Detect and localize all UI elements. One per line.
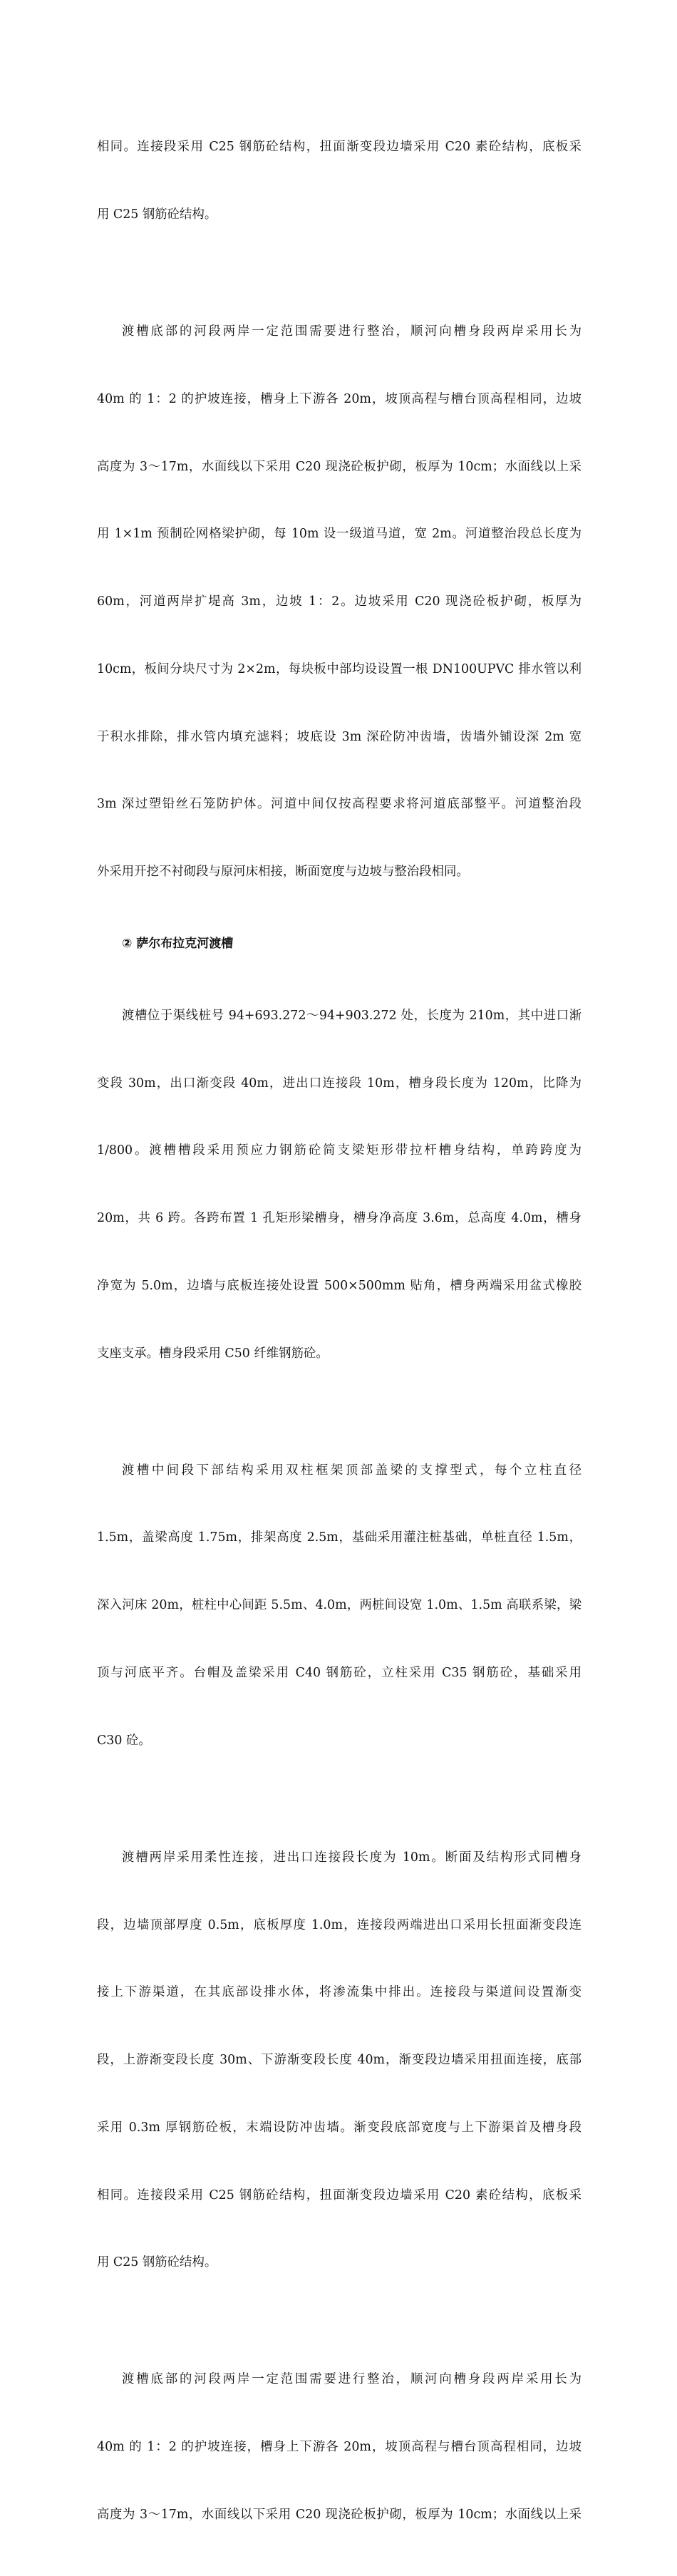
text-line: 用 C25 钢筋砼结构。: [97, 207, 217, 222]
text-line: 用 1×1m 预制砼网格梁护砌，每 10m 设一级道马道，宽 2m。河道整治段总长度为: [97, 527, 582, 542]
text-line: 相同。连接段采用 C25 钢筋砼结构，扭面渐变段边墙采用 C20 素砼结构，底板采: [97, 2188, 582, 2203]
text-line: 高度为 3～17m，水面线以下采用 C20 现浇砼板护砌，板厚为 10cm；水面线以上采: [97, 459, 582, 474]
text-line: 渡槽底部的河段两岸一定范围需要进行整治，顺河向槽身段两岸采用长为: [122, 324, 582, 339]
text-line: 支座支承。槽身段采用 C50 纤维钢筋砼。: [97, 1346, 329, 1361]
text-line: 外采用开挖不衬砌段与原河床相接，断面宽度与边坡与整治段相同。: [97, 865, 469, 880]
text-line: 段，边墙顶部厚度 0.5m，底板厚度 1.0m，连接段两端进出口采用长扭面渐变段连: [97, 1917, 582, 1932]
text-line: 采用 0.3m 厚钢筋砼板，末端设防冲齿墙。渐变段底部宽度与上下游渠首及槽身段: [97, 2120, 582, 2135]
paragraph-6: [97, 2324, 582, 2572]
text-line: 段，上游渐变段长度 30m、下游渐变段长度 40m，渐变段边墙采用扭面连接，底部: [97, 2053, 582, 2068]
text-line: 渡槽中间段下部结构采用双柱框架顶部盖梁的支撑型式，每个立柱直径: [122, 1463, 582, 1478]
text-line: 1/800。渡槽槽段采用预应力钢筋砼简支梁矩形带拉杆槽身结构，单跨跨度为: [97, 1143, 582, 1158]
paragraph-1: [97, 91, 582, 272]
text-line: 深入河床 20m，桩柱中心间距 5.5m、4.0m，两桩间设宽 1.0m、1.5m 高联系梁，梁: [97, 1598, 582, 1613]
text-line: 净宽为 5.0m，边墙与底板连接处设置 500×500mm 贴角，槽身两端采用盆式橡胶: [97, 1278, 582, 1293]
text-line: 接上下游渠道，在其底部设排水体，将渗流集中排出。连接段与渠道间设置渐变: [97, 1985, 582, 2000]
text-line: 渡槽两岸采用柔性连接，进出口连接段长度为 10m。断面及结构形式同槽身: [122, 1850, 582, 1865]
text-line: 顶与河底平齐。台帽及盖梁采用 C40 钢筋砼，立柱采用 C35 钢筋砼，基础采用: [97, 1665, 582, 1680]
text-line: 渡槽位于渠线桩号 94+693.272～94+903.272 处，长度为 210m，其中进口渐: [122, 1008, 582, 1023]
text-line: 高度为 3～17m，水面线以下采用 C20 现浇砼板护砌，板厚为 10cm；水面线以上采: [97, 2507, 582, 2522]
text-line: 20m，共 6 跨。各跨布置 1 孔矩形梁槽身，槽身净高度 3.6m，总高度 4.0m，槽身: [97, 1211, 582, 1226]
text-line: 40m 的 1：2 的护坡连接，槽身上下游各 20m，坡顶高程与槽台顶高程相同，边坡: [97, 391, 582, 406]
section-heading: ② 萨尔布拉克河渡槽: [122, 936, 234, 951]
text-line: 用 C25 钢筋砼结构。: [97, 2255, 217, 2270]
paragraph-5: [97, 1802, 582, 2320]
text-line: 渡槽底部的河段两岸一定范围需要进行整治，顺河向槽身段两岸采用长为: [122, 2372, 582, 2387]
paragraph-4: [97, 1414, 582, 1797]
text-line: 10cm，板间分块尺寸为 2×2m，每块板中部均设设置一根 DN100UPVC 排水管以利: [97, 661, 582, 676]
document-page: [97, 91, 582, 2576]
text-line: 40m 的 1：2 的护坡连接，槽身上下游各 20m，坡顶高程与槽台顶高程相同，边坡: [97, 2440, 582, 2455]
text-line: 1.5m，盖梁高度 1.75m，排架高度 2.5m，基础采用灌注桩基础，单桩直径 1.5m，: [97, 1530, 582, 1545]
paragraph-2: [97, 276, 582, 929]
text-line: 相同。连接段采用 C25 钢筋砼结构，扭面渐变段边墙采用 C20 素砼结构，底板采: [97, 140, 582, 155]
paragraph-3: [97, 960, 582, 1411]
text-line: 于积水排除，排水管内填充滤料；坡底设 3m 深砼防冲齿墙，齿墙外铺设深 2m 宽: [97, 729, 582, 744]
text-line: C30 砼。: [97, 1733, 151, 1748]
text-line: 3m 深过塑铅丝石笼防护体。河道中间仅按高程要求将河道底部整平。河道整治段: [97, 797, 582, 812]
text-line: 60m，河道两岸扩堤高 3m，边坡 1：2。边坡采用 C20 现浇砼板护砌，板厚为: [97, 594, 582, 609]
text-line: 变段 30m，出口渐变段 40m，进出口连接段 10m，槽身段长度为 120m，比降为: [97, 1076, 582, 1091]
